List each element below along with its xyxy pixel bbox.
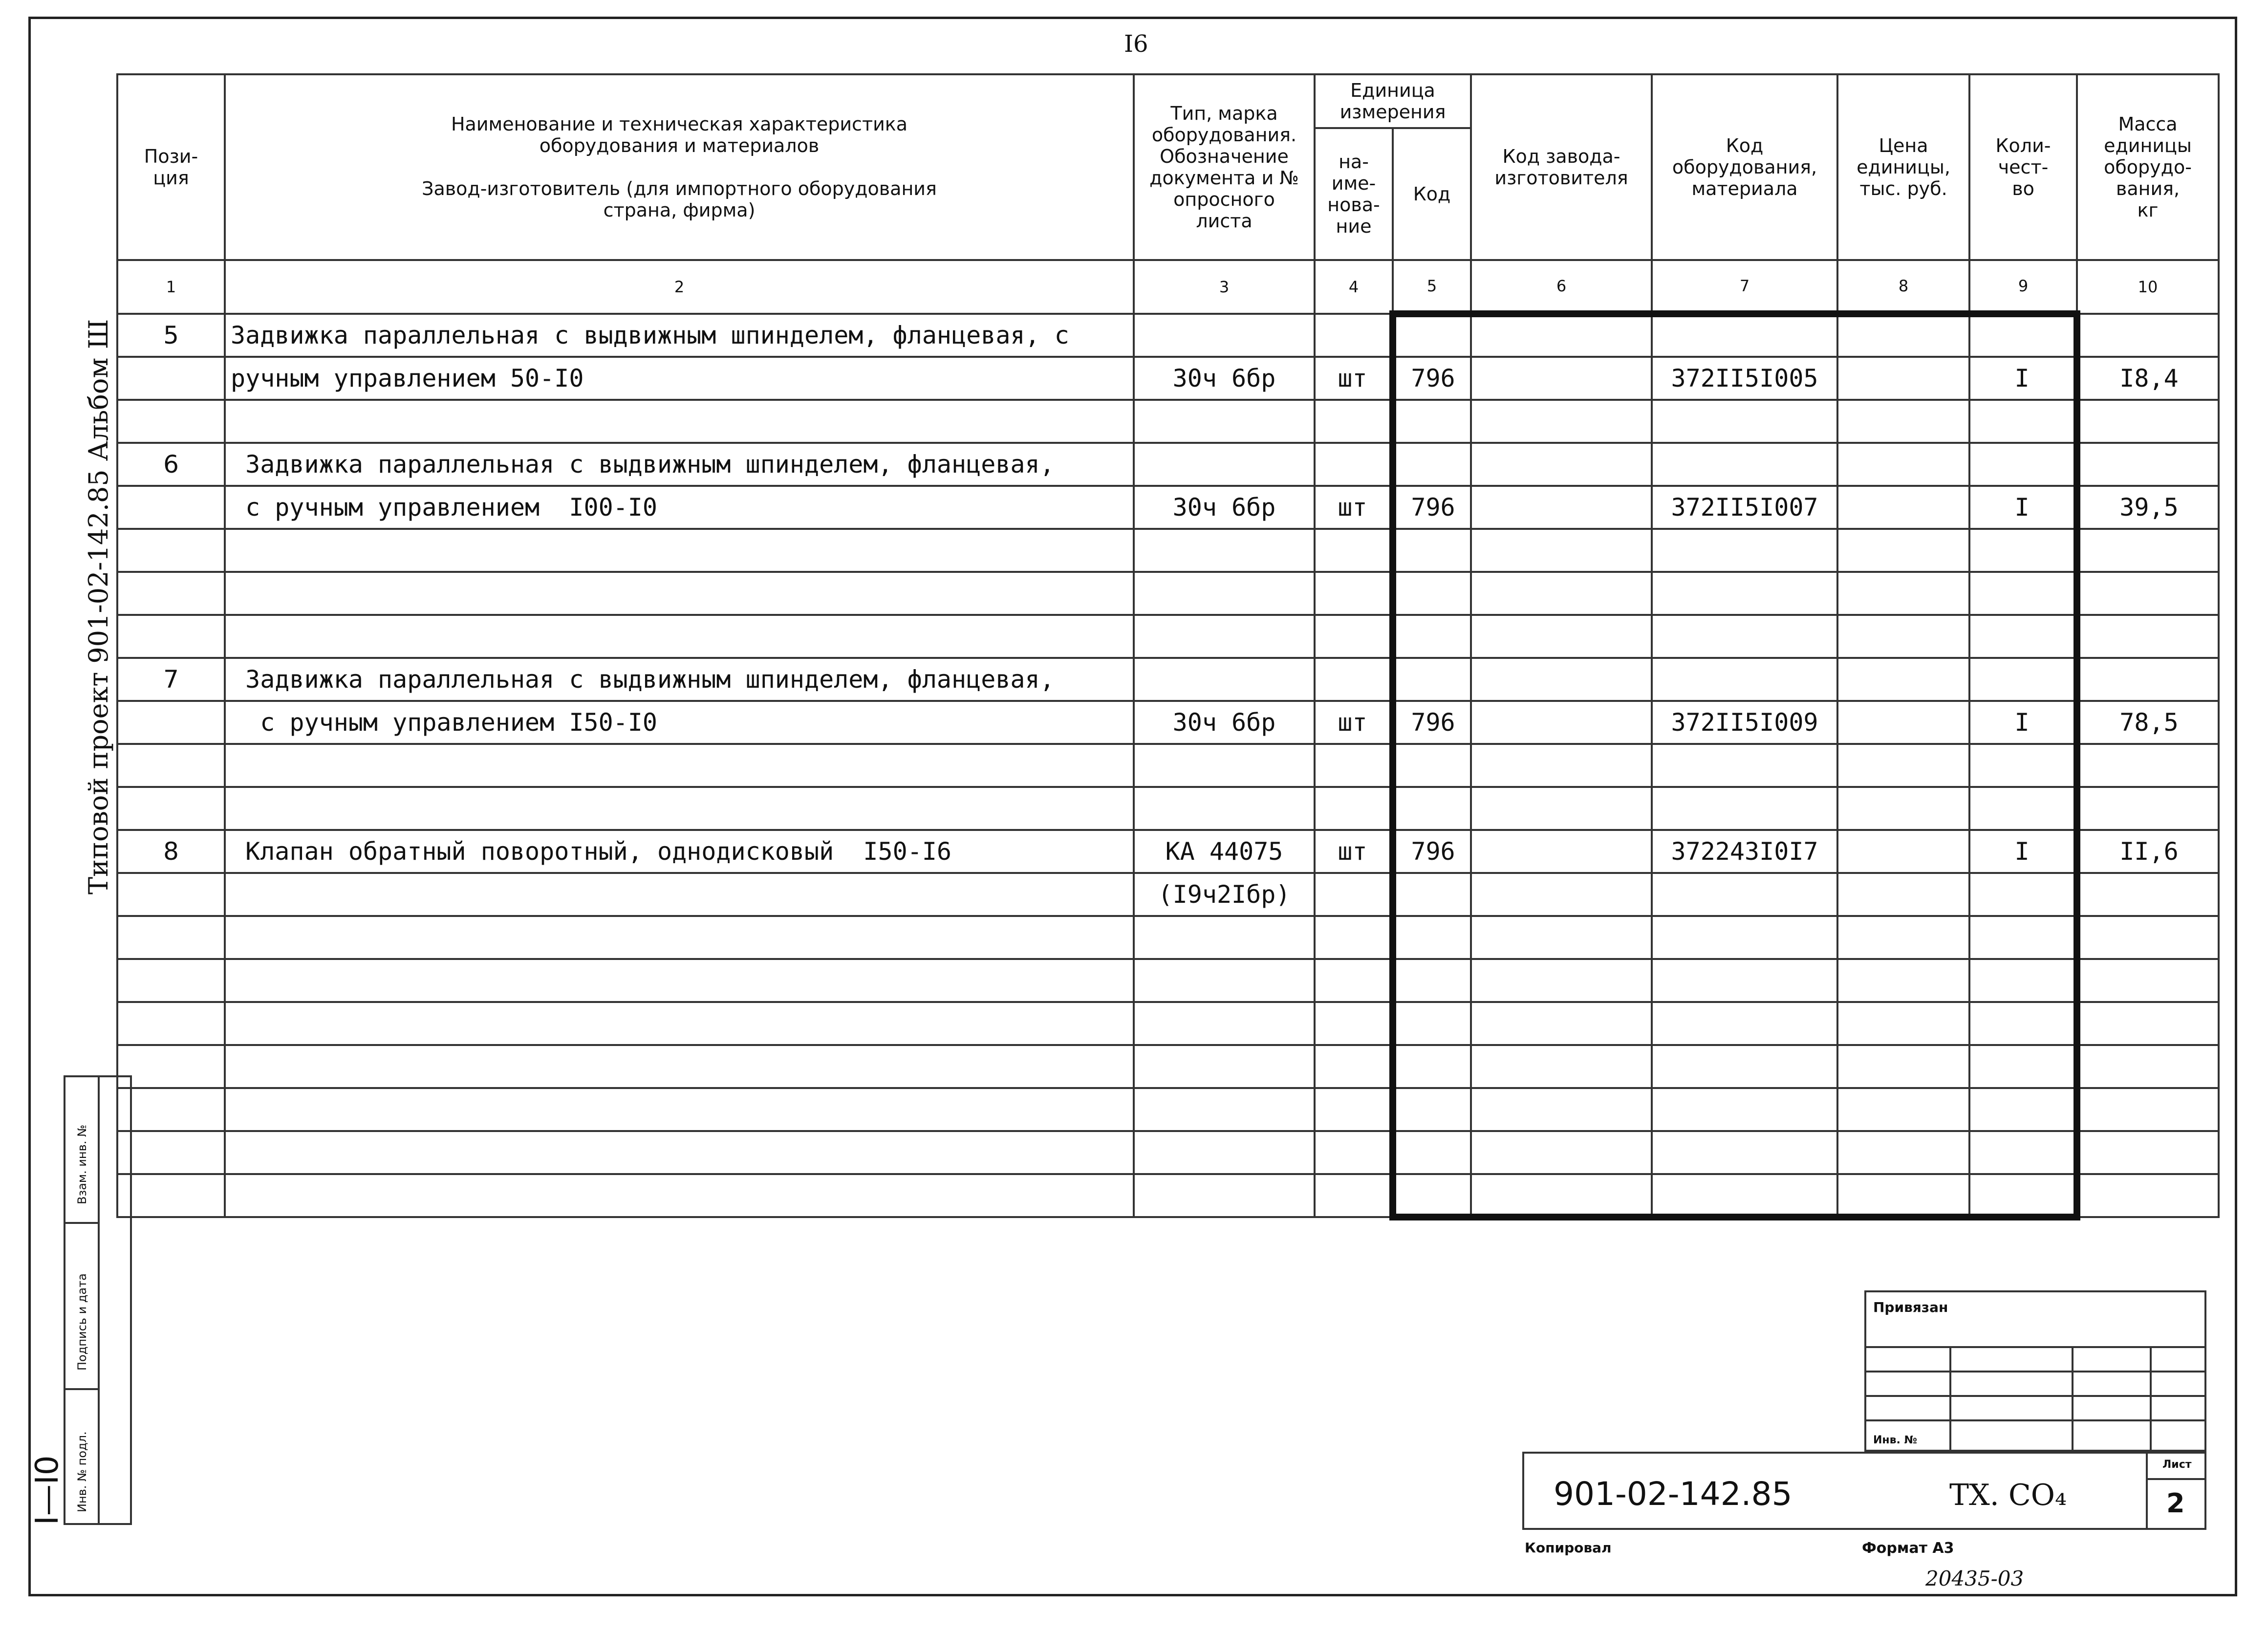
cell-quantity	[1969, 1002, 2077, 1045]
cell-maker-code	[1471, 916, 1652, 959]
stamp-label: Взам. инв. №	[75, 1125, 89, 1204]
cell-unit-code	[1393, 1002, 1471, 1045]
cell-quantity: I	[1969, 486, 2077, 529]
cell-equipment-code	[1652, 314, 1837, 357]
cell-mass	[2077, 529, 2219, 572]
table-header	[117, 74, 2219, 260]
cell-mass	[2077, 744, 2219, 787]
col-number: 8	[1837, 260, 1969, 314]
cell-name	[225, 787, 1134, 830]
cell-name	[225, 744, 1134, 787]
cell-unit-code: 796	[1393, 486, 1471, 529]
cell-price	[1837, 529, 1969, 572]
cell-equipment-code	[1652, 658, 1837, 701]
document-mark: ТХ. СО₄	[1949, 1478, 2067, 1512]
cell-unit	[1315, 916, 1393, 959]
table-row	[117, 314, 2219, 357]
cell-unit	[1315, 400, 1393, 443]
table-body	[117, 260, 2219, 1217]
stamp-cell-inventory	[65, 1390, 98, 1523]
cell-quantity	[1969, 658, 2077, 701]
cell-type: (I9ч2Iбр)	[1134, 873, 1315, 916]
cell-unit-code	[1393, 916, 1471, 959]
cell-maker-code	[1471, 357, 1652, 400]
column-numbers-row	[117, 260, 2219, 314]
cell-price	[1837, 615, 1969, 658]
cell-type	[1134, 314, 1315, 357]
cell-unit	[1315, 658, 1393, 701]
table-row	[117, 400, 2219, 443]
cell-unit-code	[1393, 1131, 1471, 1174]
cell-position	[117, 744, 225, 787]
cell-position	[117, 787, 225, 830]
table-row	[117, 1131, 2219, 1174]
cell-maker-code	[1471, 572, 1652, 615]
table-row	[117, 615, 2219, 658]
cell-unit-code	[1393, 658, 1471, 701]
cell-maker-code	[1471, 1174, 1652, 1217]
table-row	[117, 1045, 2219, 1088]
cell-quantity	[1969, 529, 2077, 572]
cell-unit	[1315, 443, 1393, 486]
cell-equipment-code	[1652, 916, 1837, 959]
cell-position	[117, 701, 225, 744]
header-mass: Масса единицы оборудо- вания, кг	[2077, 74, 2219, 260]
cell-equipment-code	[1652, 1131, 1837, 1174]
cell-unit	[1315, 572, 1393, 615]
binding-line	[1866, 1346, 2204, 1348]
col-number: 5	[1393, 260, 1471, 314]
table-row	[117, 744, 2219, 787]
album-title: Типовой проект 901-02-142.85 Альбом Ш	[83, 319, 114, 894]
stamp-divider	[98, 1077, 100, 1523]
cell-quantity	[1969, 1174, 2077, 1217]
cell-unit-code: 796	[1393, 830, 1471, 873]
cell-price	[1837, 830, 1969, 873]
cell-price	[1837, 916, 1969, 959]
cell-unit-code	[1393, 529, 1471, 572]
binding-line	[1866, 1395, 2204, 1397]
cell-mass	[2077, 443, 2219, 486]
table-row	[117, 787, 2219, 830]
header-maker-code: Код завода- изготовителя	[1471, 74, 1652, 260]
cell-position: 5	[117, 314, 225, 357]
cell-maker-code	[1471, 959, 1652, 1002]
cell-quantity	[1969, 572, 2077, 615]
cell-type	[1134, 443, 1315, 486]
binding-inv-label: Инв. №	[1873, 1434, 1918, 1446]
cell-price	[1837, 443, 1969, 486]
stamp-cell-replacement	[65, 1077, 98, 1224]
cell-type: 30ч 6бр	[1134, 701, 1315, 744]
cell-type	[1134, 1131, 1315, 1174]
cell-unit-code	[1393, 744, 1471, 787]
header-price: Цена единицы, тыс. руб.	[1837, 74, 1969, 260]
cell-name: с ручным управлением I00-I0	[225, 486, 1134, 529]
cell-maker-code	[1471, 615, 1652, 658]
sheet-box	[2146, 1454, 2204, 1528]
cell-position	[117, 1002, 225, 1045]
cell-mass	[2077, 658, 2219, 701]
cell-position	[117, 615, 225, 658]
cell-quantity	[1969, 1088, 2077, 1131]
stamp-label: Инв. № подл.	[75, 1431, 89, 1512]
cell-unit	[1315, 1174, 1393, 1217]
cell-unit-code	[1393, 873, 1471, 916]
cell-maker-code	[1471, 701, 1652, 744]
stamp-cell-signature	[65, 1224, 98, 1390]
cell-equipment-code	[1652, 1088, 1837, 1131]
cell-maker-code	[1471, 443, 1652, 486]
stamp-label: Подпись и дата	[75, 1273, 89, 1371]
header-name: Наименование и техническая характеристика оборудования и материалов Завод-изготовитель (для импортного оборудования страна, фирма)	[225, 74, 1134, 260]
header-unit-code: Код	[1393, 128, 1471, 260]
page-number: I6	[1124, 30, 1148, 58]
cell-type	[1134, 1174, 1315, 1217]
cell-equipment-code	[1652, 529, 1837, 572]
cell-maker-code	[1471, 1131, 1652, 1174]
cell-equipment-code: 372II5I005	[1652, 357, 1837, 400]
col-number: 1	[117, 260, 225, 314]
cell-mass: II,6	[2077, 830, 2219, 873]
cell-unit-code	[1393, 314, 1471, 357]
cell-mass: 78,5	[2077, 701, 2219, 744]
cell-mass: 39,5	[2077, 486, 2219, 529]
cell-quantity: I	[1969, 830, 2077, 873]
cell-quantity	[1969, 443, 2077, 486]
cell-position: 7	[117, 658, 225, 701]
binding-line	[1866, 1419, 2204, 1421]
cell-name	[225, 1174, 1134, 1217]
cell-quantity: I	[1969, 701, 2077, 744]
cell-equipment-code: 372II5I009	[1652, 701, 1837, 744]
cell-mass	[2077, 959, 2219, 1002]
cell-price	[1837, 400, 1969, 443]
cell-equipment-code: 372243I0I7	[1652, 830, 1837, 873]
cell-equipment-code	[1652, 1174, 1837, 1217]
table-row	[117, 1002, 2219, 1045]
cell-unit	[1315, 529, 1393, 572]
cell-name	[225, 916, 1134, 959]
cell-unit	[1315, 1045, 1393, 1088]
table-row	[117, 572, 2219, 615]
cell-unit-code: 796	[1393, 701, 1471, 744]
cell-quantity	[1969, 615, 2077, 658]
cell-mass	[2077, 400, 2219, 443]
cell-equipment-code	[1652, 400, 1837, 443]
cell-quantity	[1969, 787, 2077, 830]
cell-equipment-code	[1652, 615, 1837, 658]
cell-quantity	[1969, 916, 2077, 959]
cell-type	[1134, 1045, 1315, 1088]
cell-price	[1837, 959, 1969, 1002]
cell-name	[225, 400, 1134, 443]
cell-type	[1134, 744, 1315, 787]
cell-unit	[1315, 959, 1393, 1002]
cell-maker-code	[1471, 830, 1652, 873]
cell-type	[1134, 529, 1315, 572]
cell-unit-code	[1393, 1174, 1471, 1217]
cell-price	[1837, 701, 1969, 744]
cell-name	[225, 959, 1134, 1002]
cell-quantity	[1969, 873, 2077, 916]
cell-type: 30ч 6бр	[1134, 486, 1315, 529]
binding-line	[1949, 1346, 1951, 1450]
cell-position	[117, 1088, 225, 1131]
cell-position	[117, 1045, 225, 1088]
cell-mass	[2077, 572, 2219, 615]
cell-equipment-code	[1652, 1002, 1837, 1045]
cell-position	[117, 357, 225, 400]
cell-unit: шт	[1315, 701, 1393, 744]
cell-unit	[1315, 873, 1393, 916]
cell-quantity	[1969, 1131, 2077, 1174]
cell-equipment-code	[1652, 873, 1837, 916]
cell-quantity	[1969, 1045, 2077, 1088]
cell-mass	[2077, 1131, 2219, 1174]
table-row	[117, 529, 2219, 572]
cell-price	[1837, 486, 1969, 529]
specification-table	[116, 73, 2220, 1220]
cell-name: Клапан обратный поворотный, однодисковый I50-I6	[225, 830, 1134, 873]
cell-name: Задвижка параллельная с выдвижным шпинделем, фланцевая, с	[225, 314, 1134, 357]
table-row	[117, 873, 2219, 916]
cell-mass	[2077, 1174, 2219, 1217]
cell-position	[117, 572, 225, 615]
cell-unit-code	[1393, 1088, 1471, 1131]
cell-mass	[2077, 1088, 2219, 1131]
cell-maker-code	[1471, 529, 1652, 572]
cell-equipment-code	[1652, 787, 1837, 830]
sheet-divider	[2148, 1478, 2204, 1480]
cell-position: 6	[117, 443, 225, 486]
cell-price	[1837, 873, 1969, 916]
cell-position	[117, 1174, 225, 1217]
cell-type	[1134, 787, 1315, 830]
cell-name: Задвижка параллельная с выдвижным шпинделем, фланцевая,	[225, 658, 1134, 701]
cell-name: Задвижка параллельная с выдвижным шпинделем, фланцевая,	[225, 443, 1134, 486]
cell-maker-code	[1471, 1045, 1652, 1088]
table-row	[117, 443, 2219, 486]
order-number: 20435-03	[1925, 1567, 2024, 1590]
cell-price	[1837, 314, 1969, 357]
col-number: 3	[1134, 260, 1315, 314]
document-code: 901-02-142.85	[1554, 1475, 1793, 1513]
cell-name	[225, 615, 1134, 658]
col-number: 6	[1471, 260, 1652, 314]
cell-maker-code	[1471, 744, 1652, 787]
cell-position	[117, 873, 225, 916]
copied-by-label: Копировал	[1525, 1540, 1612, 1556]
cell-price	[1837, 572, 1969, 615]
cell-equipment-code	[1652, 572, 1837, 615]
cell-price	[1837, 1045, 1969, 1088]
cell-name: ручным управлением 50-I0	[225, 357, 1134, 400]
cell-name: с ручным управлением I50-I0	[225, 701, 1134, 744]
cell-name	[225, 1088, 1134, 1131]
cell-unit: шт	[1315, 830, 1393, 873]
cell-unit	[1315, 615, 1393, 658]
cell-type	[1134, 658, 1315, 701]
col-number: 9	[1969, 260, 2077, 314]
cell-maker-code	[1471, 486, 1652, 529]
cell-type	[1134, 1088, 1315, 1131]
table-row	[117, 658, 2219, 701]
cell-mass	[2077, 314, 2219, 357]
cell-maker-code	[1471, 400, 1652, 443]
cell-unit: шт	[1315, 486, 1393, 529]
cell-equipment-code: 372II5I007	[1652, 486, 1837, 529]
cell-maker-code	[1471, 1002, 1652, 1045]
cell-price	[1837, 357, 1969, 400]
table-row	[117, 830, 2219, 873]
cell-mass	[2077, 615, 2219, 658]
cell-type	[1134, 400, 1315, 443]
cell-unit-code	[1393, 572, 1471, 615]
cell-position	[117, 529, 225, 572]
cell-quantity: I	[1969, 357, 2077, 400]
table-row	[117, 486, 2219, 529]
cell-unit-code	[1393, 400, 1471, 443]
cell-mass	[2077, 873, 2219, 916]
cell-name	[225, 1002, 1134, 1045]
cell-position	[117, 486, 225, 529]
cell-unit	[1315, 1131, 1393, 1174]
cell-price	[1837, 1002, 1969, 1045]
col-number: 10	[2077, 260, 2219, 314]
table-row	[117, 1174, 2219, 1217]
table-row	[117, 357, 2219, 400]
cell-unit-code	[1393, 787, 1471, 830]
cell-price	[1837, 1131, 1969, 1174]
table-row	[117, 916, 2219, 959]
cell-maker-code	[1471, 873, 1652, 916]
binding-line	[2150, 1346, 2152, 1450]
cell-position	[117, 959, 225, 1002]
cell-name	[225, 572, 1134, 615]
cell-quantity	[1969, 959, 2077, 1002]
cell-type: КА 44075	[1134, 830, 1315, 873]
cell-type: 30ч 6бр	[1134, 357, 1315, 400]
cell-type	[1134, 1002, 1315, 1045]
sheet-label: Лист	[2162, 1459, 2192, 1471]
sheet-number: 2	[2166, 1488, 2185, 1519]
binding-line	[1866, 1371, 2204, 1373]
cell-mass	[2077, 916, 2219, 959]
cell-unit-code	[1393, 443, 1471, 486]
table-row	[117, 1088, 2219, 1131]
cell-price	[1837, 658, 1969, 701]
cell-position	[117, 400, 225, 443]
cell-mass: I8,4	[2077, 357, 2219, 400]
cell-equipment-code	[1652, 959, 1837, 1002]
cell-equipment-code	[1652, 443, 1837, 486]
header-unit-name: на- име- нова- ние	[1315, 128, 1393, 260]
cell-type	[1134, 615, 1315, 658]
cell-quantity	[1969, 400, 2077, 443]
cell-position	[117, 1131, 225, 1174]
cell-mass	[2077, 1045, 2219, 1088]
cell-unit: шт	[1315, 357, 1393, 400]
cell-name	[225, 1131, 1134, 1174]
cell-position: 8	[117, 830, 225, 873]
header-equipment-code: Код оборудования, материала	[1652, 74, 1837, 260]
cell-price	[1837, 744, 1969, 787]
cell-quantity	[1969, 744, 2077, 787]
cell-unit-code	[1393, 615, 1471, 658]
side-sheet-ref: I—I0	[29, 1455, 65, 1525]
cell-price	[1837, 787, 1969, 830]
header-type: Тип, марка оборудования. Обозначение документа и № опросного листа	[1134, 74, 1315, 260]
format-label: Формат А3	[1862, 1540, 1954, 1557]
cell-maker-code	[1471, 314, 1652, 357]
cell-name	[225, 529, 1134, 572]
cell-unit-code: 796	[1393, 357, 1471, 400]
cell-unit	[1315, 1088, 1393, 1131]
cell-unit	[1315, 314, 1393, 357]
table-row	[117, 701, 2219, 744]
cell-maker-code	[1471, 787, 1652, 830]
cell-unit	[1315, 1002, 1393, 1045]
cell-quantity	[1969, 314, 2077, 357]
cell-mass	[2077, 1002, 2219, 1045]
cell-price	[1837, 1088, 1969, 1131]
cell-type	[1134, 572, 1315, 615]
cell-unit-code	[1393, 959, 1471, 1002]
cell-unit	[1315, 744, 1393, 787]
binding-line	[2072, 1346, 2074, 1450]
cell-unit-code	[1393, 1045, 1471, 1088]
table-row	[117, 959, 2219, 1002]
col-number: 4	[1315, 260, 1393, 314]
header-unit: Единица измерения	[1315, 74, 1471, 128]
cell-price	[1837, 1174, 1969, 1217]
cell-mass	[2077, 787, 2219, 830]
cell-position	[117, 916, 225, 959]
header-quantity: Коли- чест- во	[1969, 74, 2077, 260]
cell-type	[1134, 916, 1315, 959]
binding-box	[1864, 1290, 2206, 1452]
cell-equipment-code	[1652, 1045, 1837, 1088]
cell-maker-code	[1471, 1088, 1652, 1131]
cell-equipment-code	[1652, 744, 1837, 787]
header-position: Пози- ция	[117, 74, 225, 260]
title-block	[1522, 1452, 2206, 1530]
side-approval-stamp	[64, 1075, 132, 1525]
cell-maker-code	[1471, 658, 1652, 701]
cell-name	[225, 873, 1134, 916]
cell-name	[225, 1045, 1134, 1088]
col-number: 7	[1652, 260, 1837, 314]
cell-unit	[1315, 787, 1393, 830]
binding-label: Привязан	[1873, 1299, 1948, 1315]
col-number: 2	[225, 260, 1134, 314]
cell-type	[1134, 959, 1315, 1002]
